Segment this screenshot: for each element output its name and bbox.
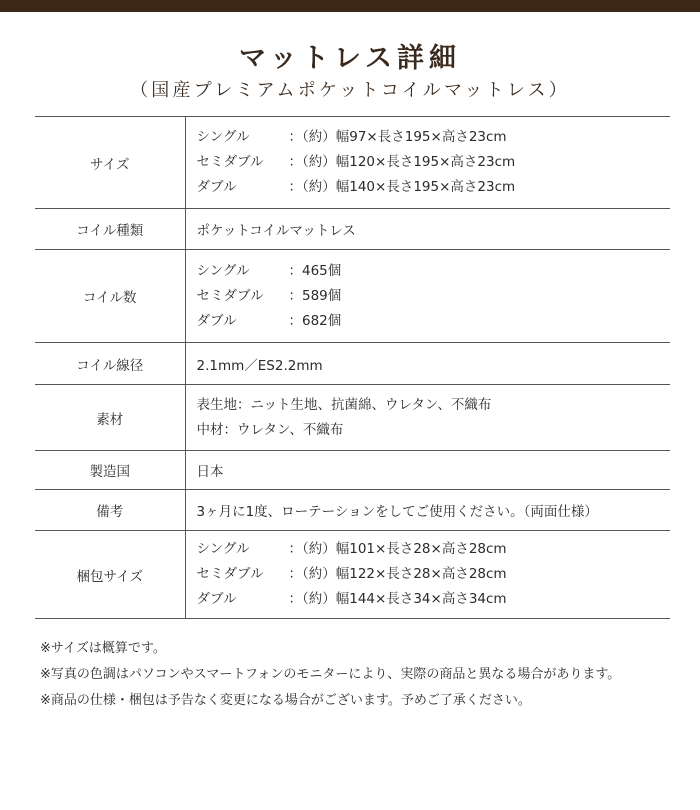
table-row-wire-gauge <box>35 343 670 385</box>
package-size-line: シングル ：（約）幅101×長さ28×高さ28cm <box>196 541 507 557</box>
row-value-material <box>185 385 670 451</box>
row-label-coil-count: コイル数 <box>35 250 185 343</box>
top-banner-bar <box>0 0 700 12</box>
table-row-remarks <box>35 490 670 531</box>
table-row-origin <box>35 451 670 490</box>
row-label-package-size: 梱包サイズ <box>35 531 185 619</box>
row-value-wire-gauge: 2.1mm／ES2.2mm <box>196 357 323 374</box>
table-row-coil-type <box>35 209 670 250</box>
table-row-size <box>35 117 670 209</box>
row-label-origin: 製造国 <box>35 451 185 490</box>
row-label-size: サイズ <box>35 117 185 209</box>
row-label-coil-type: コイル種類 <box>35 209 185 250</box>
table-row-package-size <box>35 531 670 619</box>
package-size-line: ダブル ：（約）幅144×長さ34×高さ34cm <box>196 591 507 607</box>
row-value-origin: 日本 <box>196 464 224 480</box>
spec-table <box>35 116 670 619</box>
row-value-coil-count <box>185 250 670 343</box>
note-spec-change: ※商品の仕様・梱包は予告なく変更になる場合がございます。予めご了承ください。 <box>40 693 531 708</box>
row-value-package-size <box>185 531 670 619</box>
row-label-remarks: 備考 <box>35 490 185 531</box>
page-title: マットレス詳細 <box>238 43 462 74</box>
coil-count-line: ダブル ：682個 <box>196 312 342 329</box>
row-value-size <box>185 117 670 209</box>
row-label-material: 素材 <box>35 385 185 451</box>
material-line: 中材：ウレタン、不織布 <box>196 421 344 438</box>
page-subtitle: （国産プレミアムポケットコイルマットレス） <box>130 80 570 101</box>
note-size-approx: ※サイズは概算です。 <box>40 641 166 656</box>
coil-count-line: セミダブル ：589個 <box>196 287 342 304</box>
note-color-disclaimer: ※写真の色調はパソコンやスマートフォンのモニターにより、実際の商品と異なる場合があります。 <box>40 667 621 682</box>
row-label-wire-gauge: コイル線径 <box>35 343 185 385</box>
row-value-coil-type: ポケットコイルマットレス <box>196 223 356 239</box>
size-line: シングル ：（約）幅97×長さ195×高さ23cm <box>196 129 507 145</box>
material-line: 表生地：ニット生地、抗菌綿、ウレタン、不織布 <box>196 396 492 413</box>
size-line: セミダブル ：（約）幅120×長さ195×高さ23cm <box>196 154 516 170</box>
table-row-coil-count <box>35 250 670 343</box>
notes-section <box>40 636 620 714</box>
table-row-material <box>35 385 670 451</box>
size-line: ダブル ：（約）幅140×長さ195×高さ23cm <box>196 179 516 195</box>
package-size-line: セミダブル ：（約）幅122×長さ28×高さ28cm <box>196 566 507 582</box>
row-value-remarks: 3ヶ月に1度、ローテーションをしてご使用ください。（両面仕様） <box>196 504 598 520</box>
coil-count-line: シングル ：465個 <box>196 262 342 279</box>
